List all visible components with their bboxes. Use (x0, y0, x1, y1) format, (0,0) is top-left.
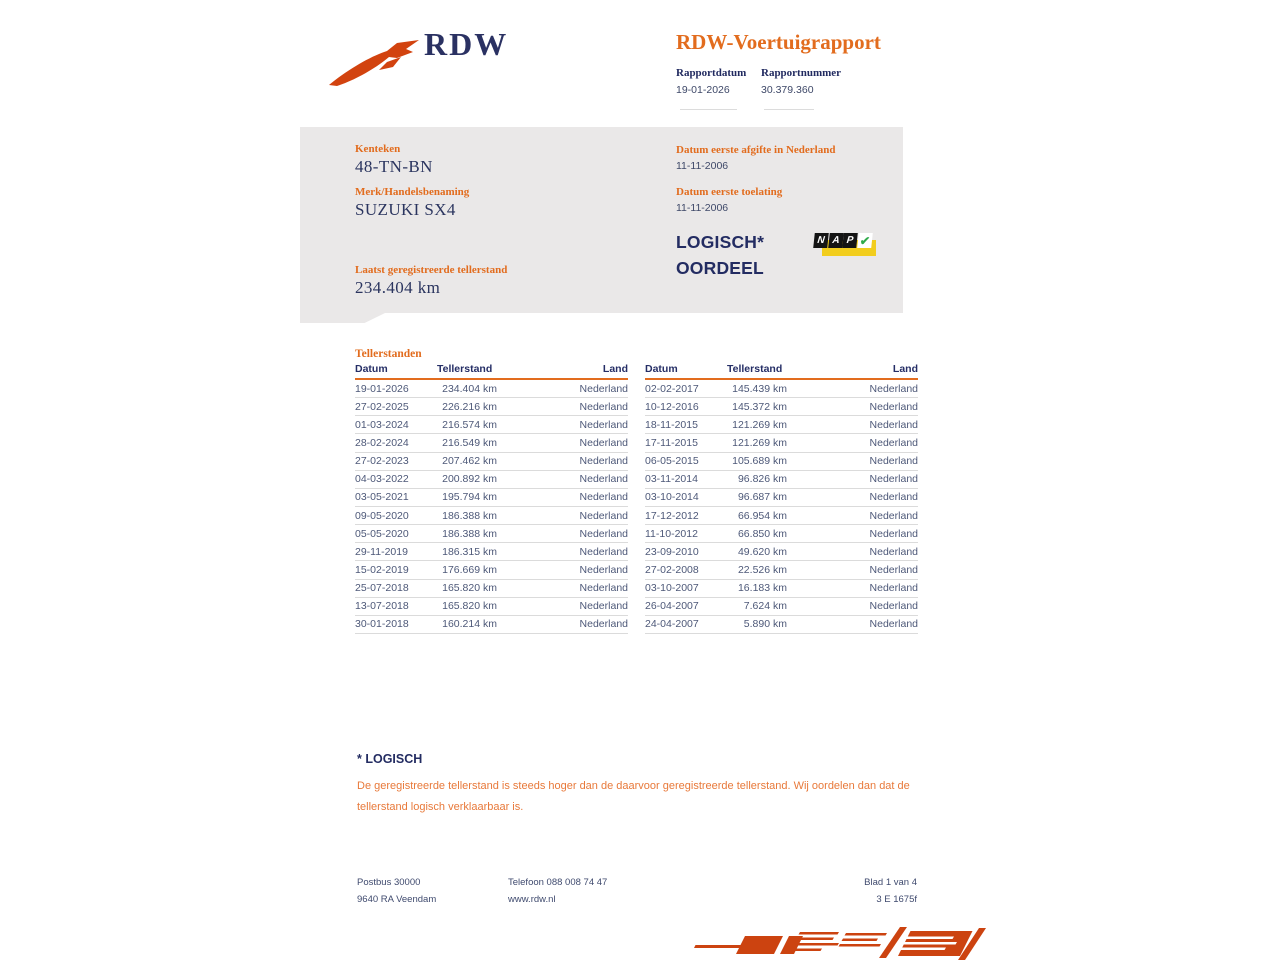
cell-teller: 66.850 km (737, 527, 787, 540)
oordeel-line1: LOGISCH* (676, 232, 765, 252)
logisch-footnote-body (357, 776, 917, 818)
cell-teller: 186.315 km (442, 545, 497, 558)
table-row (645, 416, 918, 434)
table-row (355, 598, 628, 616)
table-row (355, 525, 628, 543)
eerste-afgifte-value: 11-11-2006 (676, 160, 729, 172)
report-title: RDW-Voertuigrapport (676, 30, 881, 54)
cell-teller: 195.794 km (442, 491, 497, 504)
cell-land: Nederland (579, 473, 628, 486)
cell-teller: 160.214 km (442, 618, 497, 631)
cell-datum: 27-02-2025 (355, 400, 409, 413)
oordeel-line2: OORDEEL (676, 258, 764, 278)
report-number-label: Rapportnummer (761, 67, 842, 79)
nap-letter-n: N (813, 233, 829, 248)
cell-teller: 234.404 km (442, 382, 497, 395)
col-land: Land (602, 363, 628, 375)
table-row (645, 380, 918, 398)
cell-teller: 22.526 km (737, 563, 787, 576)
table-row (355, 471, 628, 489)
footer-page-indicator: Blad 1 van 4 (864, 877, 917, 888)
logisch-footnote-title: * LOGISCH (357, 752, 423, 766)
merk-value: SUZUKI SX4 (355, 200, 456, 219)
cell-teller: 226.216 km (442, 400, 497, 413)
cell-land: Nederland (869, 400, 918, 413)
cell-land: Nederland (579, 455, 628, 468)
cell-teller: 96.687 km (737, 491, 787, 504)
cell-datum: 05-05-2020 (355, 527, 409, 540)
report-date-value: 19-01-2026 (676, 84, 730, 96)
tellerstand-table-right (645, 364, 918, 634)
cell-teller: 105.689 km (732, 455, 787, 468)
cell-datum: 10-12-2016 (645, 400, 699, 413)
cell-land: Nederland (579, 436, 628, 449)
cell-teller: 49.620 km (737, 545, 787, 558)
table-row (355, 489, 628, 507)
footer-address-line2: 9640 RA Veendam (357, 894, 437, 905)
cell-datum: 01-03-2024 (355, 418, 409, 431)
footer-phone: Telefoon 088 008 74 47 (508, 877, 608, 888)
cell-teller: 7.624 km (743, 600, 787, 613)
table-row (355, 453, 628, 471)
eerste-toelating-value: 11-11-2006 (676, 202, 729, 214)
tellerstand-table-left (355, 364, 628, 634)
divider (680, 109, 737, 110)
eerste-afgifte-label: Datum eerste afgifte in Nederland (676, 144, 836, 156)
table-row (355, 507, 628, 525)
cell-teller: 216.549 km (442, 436, 497, 449)
cell-datum: 15-02-2019 (355, 563, 409, 576)
cell-datum: 06-05-2015 (645, 455, 699, 468)
cell-land: Nederland (869, 436, 918, 449)
cell-datum: 09-05-2020 (355, 509, 409, 522)
table-row (355, 434, 628, 452)
cell-teller: 207.462 km (442, 455, 497, 468)
table-row (355, 580, 628, 598)
cell-land: Nederland (579, 618, 628, 631)
cell-land: Nederland (579, 527, 628, 540)
cell-teller: 96.826 km (737, 473, 787, 486)
report-date-label: Rapportdatum (676, 67, 747, 79)
rdw-bird-logo-icon (327, 36, 429, 88)
cell-land: Nederland (869, 600, 918, 613)
cell-datum: 13-07-2018 (355, 600, 409, 613)
cell-datum: 02-02-2017 (645, 382, 699, 395)
cell-land: Nederland (869, 455, 918, 468)
cell-land: Nederland (579, 545, 628, 558)
cell-teller: 186.388 km (442, 527, 497, 540)
cell-land: Nederland (869, 563, 918, 576)
table-row (645, 453, 918, 471)
cell-datum: 18-11-2015 (645, 418, 698, 431)
cell-datum: 03-10-2014 (645, 491, 699, 504)
nap-letter-a: A (828, 233, 844, 248)
cell-land: Nederland (579, 491, 628, 504)
tellerstanden-title: Tellerstanden (355, 348, 422, 360)
col-land: Land (892, 363, 918, 375)
table-row (355, 561, 628, 579)
footer-website: www.rdw.nl (508, 894, 556, 905)
cell-datum: 24-04-2007 (645, 618, 699, 631)
cell-datum: 27-02-2008 (645, 563, 699, 576)
table-row (355, 416, 628, 434)
table-row (355, 543, 628, 561)
table-header (645, 364, 918, 380)
table-row (645, 580, 918, 598)
cell-teller: 121.269 km (732, 418, 787, 431)
table-row (645, 598, 918, 616)
cell-land: Nederland (579, 509, 628, 522)
cell-land: Nederland (869, 545, 918, 558)
nap-letter-p: P (842, 233, 858, 248)
cell-teller: 200.892 km (442, 473, 497, 486)
cell-land: Nederland (869, 382, 918, 395)
cell-datum: 03-05-2021 (355, 491, 409, 504)
nap-checkmark-icon: ✔ (857, 233, 873, 248)
cell-datum: 23-09-2010 (645, 545, 699, 558)
report-number-value: 30.379.360 (761, 84, 814, 96)
table-row (645, 398, 918, 416)
cell-land: Nederland (869, 491, 918, 504)
cell-land: Nederland (869, 527, 918, 540)
cell-teller: 5.890 km (743, 618, 787, 631)
table-row (645, 471, 918, 489)
table-row (355, 380, 628, 398)
footnote-line1: De geregistreerde tellerstand is steeds hoger dan de daarvoor geregistreerde tellerstand. Wij oordelen dan dat de (357, 780, 910, 792)
table-body (355, 380, 628, 634)
cell-land: Nederland (869, 473, 918, 486)
laatste-tellerstand-value: 234.404 km (355, 278, 441, 297)
rdw-stripes-graphic (688, 924, 988, 960)
cell-land: Nederland (579, 582, 628, 595)
cell-datum: 03-11-2014 (645, 473, 698, 486)
cell-teller: 186.388 km (442, 509, 497, 522)
kenteken-value: 48-TN-BN (355, 157, 433, 176)
cell-teller: 165.820 km (442, 600, 497, 613)
cell-teller: 165.820 km (442, 582, 497, 595)
table-row (355, 398, 628, 416)
cell-datum: 26-04-2007 (645, 600, 699, 613)
footer-address-line1: Postbus 30000 (357, 877, 421, 888)
cell-datum: 25-07-2018 (355, 582, 409, 595)
laatste-tellerstand-label: Laatst geregistreerde tellerstand (355, 264, 508, 276)
table-body (645, 380, 918, 634)
cell-land: Nederland (869, 618, 918, 631)
col-tellerstand: Tellerstand (727, 363, 783, 375)
cell-teller: 121.269 km (732, 436, 787, 449)
cell-teller: 145.439 km (732, 382, 787, 395)
cell-teller: 145.372 km (732, 400, 787, 413)
cell-datum: 04-03-2022 (355, 473, 409, 486)
cell-datum: 27-02-2023 (355, 455, 409, 468)
cell-teller: 176.669 km (442, 563, 497, 576)
col-tellerstand: Tellerstand (437, 363, 493, 375)
cell-land: Nederland (579, 418, 628, 431)
table-row (645, 561, 918, 579)
table-header (355, 364, 628, 380)
cell-datum: 11-10-2012 (645, 527, 698, 540)
footer-form-code: 3 E 1675f (876, 894, 917, 905)
table-row (645, 525, 918, 543)
cell-datum: 03-10-2007 (645, 582, 699, 595)
cell-teller: 66.954 km (737, 509, 787, 522)
cell-land: Nederland (579, 563, 628, 576)
table-row (355, 616, 628, 634)
table-row (645, 489, 918, 507)
cell-datum: 17-12-2012 (645, 509, 699, 522)
cell-land: Nederland (869, 582, 918, 595)
cell-land: Nederland (869, 418, 918, 431)
cell-land: Nederland (869, 509, 918, 522)
merk-label: Merk/Handelsbenaming (355, 186, 470, 198)
table-row (645, 616, 918, 634)
cell-teller: 216.574 km (442, 418, 497, 431)
col-datum: Datum (355, 363, 388, 375)
rdw-wordmark: RDW (424, 26, 509, 62)
cell-teller: 16.183 km (737, 582, 787, 595)
cell-land: Nederland (579, 400, 628, 413)
divider (764, 109, 814, 110)
cell-datum: 28-02-2024 (355, 436, 409, 449)
footnote-line2: tellerstand logisch verklaarbaar is. (357, 801, 524, 813)
cell-datum: 30-01-2018 (355, 618, 409, 631)
table-row (645, 507, 918, 525)
cell-datum: 19-01-2026 (355, 382, 409, 395)
table-row (645, 434, 918, 452)
col-datum: Datum (645, 363, 678, 375)
eerste-toelating-label: Datum eerste toelating (676, 186, 783, 198)
oordeel-verdict (676, 229, 764, 281)
cell-datum: 17-11-2015 (645, 436, 698, 449)
nap-logo (814, 231, 878, 259)
vehicle-summary-box (300, 127, 903, 313)
cell-land: Nederland (579, 382, 628, 395)
cell-datum: 29-11-2019 (355, 545, 408, 558)
cell-land: Nederland (579, 600, 628, 613)
kenteken-label: Kenteken (355, 143, 401, 155)
table-row (645, 543, 918, 561)
